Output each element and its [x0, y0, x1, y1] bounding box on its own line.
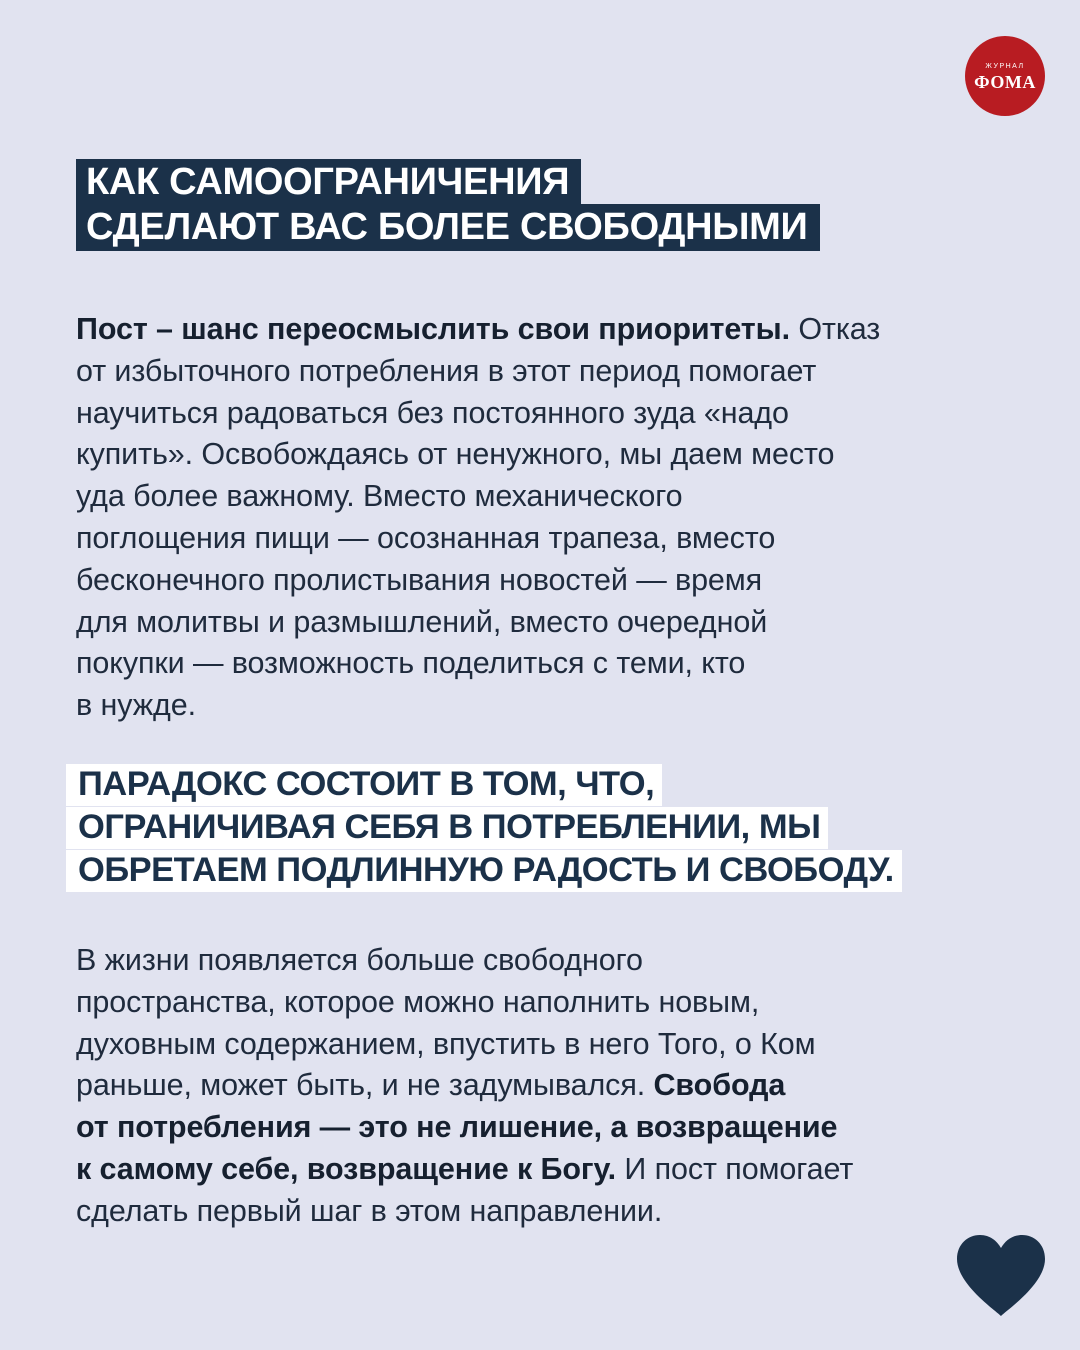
paragraph-line: сделать первый шаг в этом направлении. [76, 1193, 663, 1228]
paragraph-line: от избыточного потребления в этот период помогает [76, 353, 817, 388]
heart-icon[interactable] [955, 1234, 1047, 1318]
paragraph-line: поглощения пищи — осознанная трапеза, вместо [76, 520, 776, 555]
paragraph-line: уда более важному. Вместо механического [76, 479, 683, 514]
paragraph-line: бесконечного пролистывания новостей — время [76, 562, 763, 597]
quote-line: ОБРЕТАЕМ ПОДЛИННУЮ РАДОСТЬ И СВОБОДУ. [66, 849, 902, 892]
title-line: СДЕЛАЮТ ВАС БОЛЕЕ СВОБОДНЫМИ [76, 205, 820, 250]
body-paragraph-2 [76, 940, 853, 1233]
paragraph-line: в нужде. [76, 688, 196, 723]
logo-small-text: ЖУРНАЛ [985, 63, 1025, 70]
paragraph-line: от потребления — это не лишение, а возвращение [76, 1110, 838, 1145]
paragraph-line: Пост – шанс переосмыслить свои приоритеты. Отказ [76, 312, 881, 346]
body-paragraph-1 [76, 309, 880, 727]
page-title [76, 160, 820, 250]
paragraph-line: духовным содержанием, впустить в него Того, о Ком [76, 1026, 816, 1061]
paragraph-line: В жизни появляется больше свободного [76, 943, 643, 977]
paragraph-line: покупки — возможность поделиться с теми, кто [76, 646, 746, 681]
paragraph-line: для молитвы и размышлений, вместо очередной [76, 604, 768, 639]
highlighted-quote [66, 763, 902, 892]
title-line: КАК САМООГРАНИЧЕНИЯ [76, 160, 820, 205]
quote-line: ОГРАНИЧИВАЯ СЕБЯ В ПОТРЕБЛЕНИИ, МЫ [66, 806, 902, 849]
paragraph-line: к самому себе, возвращение к Богу. И пост помогает [76, 1151, 854, 1186]
logo-badge [965, 36, 1045, 116]
paragraph-line: пространства, которое можно наполнить новым, [76, 984, 760, 1019]
paragraph-line: раньше, может быть, и не задумывался. Свобода [76, 1068, 786, 1103]
paragraph-line: научиться радоваться без постоянного зуда «надо [76, 395, 789, 430]
quote-line: ПАРАДОКС СОСТОИТ В ТОМ, ЧТО, [66, 763, 902, 806]
logo-main-text: ФОМА [974, 72, 1036, 92]
paragraph-line: купить». Освобождаясь от ненужного, мы даем место [76, 437, 835, 472]
